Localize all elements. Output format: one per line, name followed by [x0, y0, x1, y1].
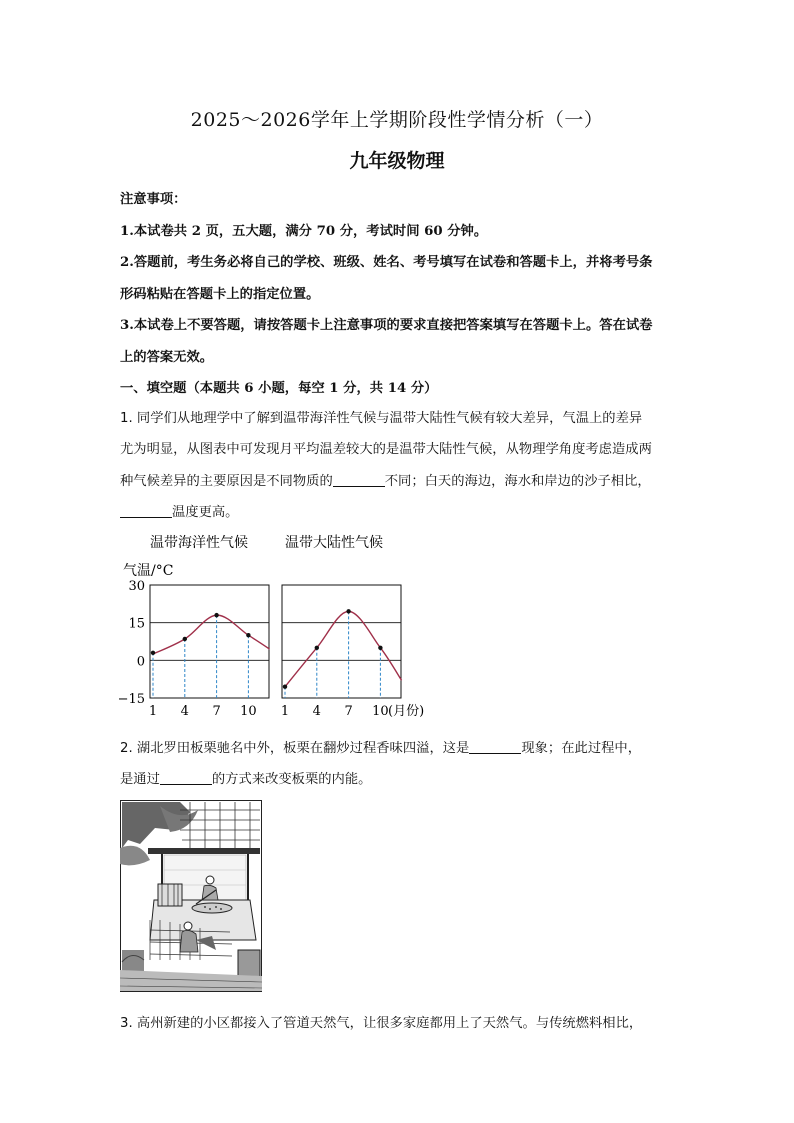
- temperature-curve-oceanic: [153, 615, 270, 654]
- exam-title: 2025～2026学年上学期阶段性学情分析（一）: [190, 109, 604, 131]
- q2-line1-text-b: 现象；在此过程中，: [521, 741, 642, 756]
- x-tick-label: 7: [212, 704, 221, 719]
- q2-line2-text-b: 的方式来改变板栗的内能。: [211, 772, 372, 787]
- data-point: [283, 685, 287, 689]
- notes-item-2-line2: 形码粘贴在答题卡上的指定位置。: [120, 287, 320, 302]
- temperature-chart: [115, 525, 445, 725]
- data-point: [378, 646, 382, 650]
- q1-line1: 1. 同学们从地理学中了解到温带海洋性气候与温带大陆性气候有较大差异，气温上的差异: [120, 411, 643, 426]
- x-tick-label: 7: [344, 704, 353, 719]
- section-heading: 一、填空题（本题共 6 小题，每空 1 分，共 14 分）: [120, 381, 438, 396]
- y-axis-label: 气温/°C: [123, 563, 174, 579]
- q3-line1: 3. 高州新建的小区都接入了管道天然气，让很多家庭都用上了天然气。与传统燃料相比，: [120, 1016, 643, 1031]
- q1-line4-text: 温度更高。: [172, 505, 239, 520]
- x-tick-label: 4: [180, 704, 189, 719]
- q2-blank-1: [469, 739, 521, 754]
- q2-line1: [120, 737, 680, 756]
- data-point: [151, 651, 155, 655]
- x-axis-unit: (月份): [388, 704, 425, 719]
- exam-subtitle: 九年级物理: [349, 150, 445, 172]
- x-tick-label: 1: [148, 704, 158, 719]
- data-point: [315, 646, 319, 650]
- panel-title-oceanic: 温带海洋性气候: [150, 535, 248, 551]
- panel-title-continental: 温带大陆性气候: [285, 535, 383, 551]
- x-tick-label: 10: [240, 704, 257, 719]
- y-tick-label: 0: [136, 654, 145, 670]
- data-point: [246, 633, 250, 637]
- q2-line2: [120, 768, 680, 787]
- x-tick-label: 4: [312, 704, 321, 719]
- q1-line3-text-a: 种气候差异的主要原因是不同物质的: [120, 474, 333, 489]
- data-point: [346, 609, 350, 613]
- notes-item-3-line1: 3.本试卷上不要答题，请按答题卡上注意事项的要求直接把答案填写在答题卡上。答在试卷: [120, 318, 653, 333]
- x-tick-label: 1: [280, 704, 290, 719]
- notes-item-3-line2: 上的答案无效。: [120, 350, 214, 365]
- notes-item-2-line1: 2.答题前，考生务必将自己的学校、班级、姓名、考号填写在试卷和答题卡上，并将考号条: [120, 255, 653, 270]
- q1-line3: [120, 470, 680, 489]
- y-tick-label: 15: [128, 616, 145, 632]
- q1-blank-2: [120, 503, 172, 518]
- q2-line1-text-a: 2. 湖北罗田板栗驰名中外，板栗在翻炒过程香味四溢，这是: [120, 741, 470, 756]
- data-point: [214, 613, 218, 617]
- q2-line2-text-a: 是通过: [120, 772, 160, 787]
- y-tick-label: 30: [128, 579, 145, 594]
- q2-blank-2: [160, 770, 212, 785]
- q1-line3-text-b: 不同；白天的海边，海水和岸边的沙子相比，: [384, 474, 651, 489]
- x-tick-label: 10: [372, 704, 389, 719]
- data-point: [183, 637, 187, 641]
- notes-item-1: 1.本试卷共 2 页，五大题，满分 70 分，考试时间 60 分钟。: [120, 224, 488, 239]
- panel-frame-oceanic: [150, 585, 269, 698]
- panel-frame-continental: [282, 585, 401, 698]
- y-tick-label: −15: [117, 692, 145, 707]
- chestnut-roasting-illustration: [120, 800, 262, 992]
- q1-line2: 尤为明显，从图表中可发现月平均温差较大的是温带大陆性气候，从物理学角度考虑造成两: [120, 442, 652, 457]
- q1-line4: [120, 501, 680, 520]
- notes-heading: 注意事项：: [120, 192, 187, 207]
- q1-blank-1: [333, 472, 385, 487]
